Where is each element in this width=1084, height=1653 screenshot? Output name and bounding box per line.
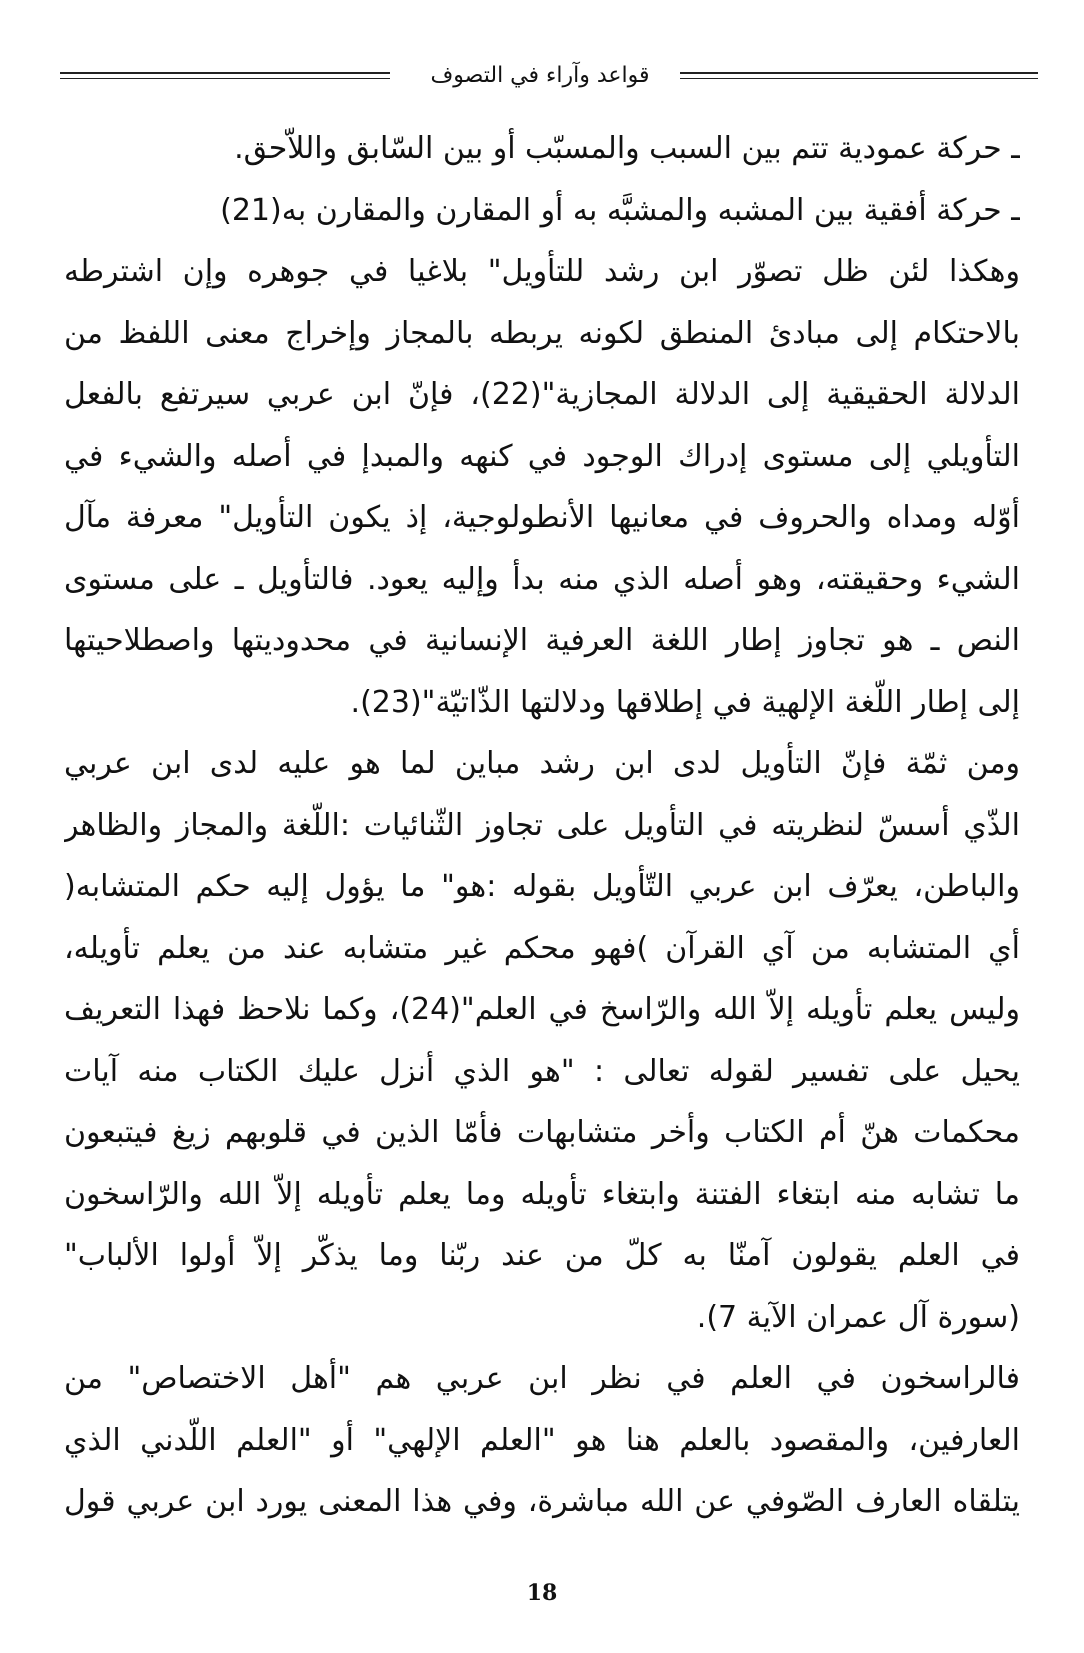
text-line: أي المتشابه من آي القرآن )فهو محكم غير متشابه عند من يعلم تأويله، [64, 930, 1020, 966]
text-line: (سورة آل عمران الآية 7). [696, 1299, 1020, 1335]
text-line: إلى إطار اللّغة الإلهية في إطلاقها ودلالتها الذّاتيّة"(23). [350, 684, 1020, 720]
text-line: ما تشابه منه ابتغاء الفتنة وابتغاء تأويله وما يعلم تأويله إلاّ الله والرّاسخون [64, 1176, 1020, 1212]
text-line: يتلقاه العارف الصّوفي عن الله مباشرة، وفي هذا المعنى يورد ابن عربي قول [64, 1484, 1020, 1519]
body-text [64, 118, 1020, 1533]
text-line: وليس يعلم تأويله إلاّ الله والرّاسخ في العلم"(24)، وكما نلاحظ فهذا التعريف [64, 992, 1020, 1027]
text-line: ـ حركة عمودية تتم بين السبب والمسبّب أو بين السّابق واللاّحق. [234, 131, 1020, 166]
text-line: الدلالة الحقيقية إلى الدلالة المجازية"(22)، فإنّ ابن عربي سيرتفع بالفعل [64, 377, 1020, 412]
text-line: والباطن، يعرّف ابن عربي التّأويل بقوله :هو" ما يؤول إليه حكم المتشابه( [64, 869, 1020, 904]
text-line: وهكذا لئن ظل تصوّر ابن رشد للتأويل" بلاغيا في جوهره وإن اشترطه [64, 254, 1020, 289]
text-line: العارفين، والمقصود بالعلم هنا هو "العلم الإلهي" أو "العلم اللّدني الذي [64, 1422, 1020, 1458]
text-line: في العلم يقولون آمنّا به كلّ من عند ربّنا وما يذكّر إلاّ أولوا الألباب" [64, 1238, 1020, 1273]
text-line: النص ـ هو تجاوز إطار اللغة العرفية الإنسانية في محدوديتها واصطلاحيتها [64, 623, 1020, 658]
text-line: ومن ثمّة فإنّ التأويل لدى ابن رشد مباين لما هو عليه لدى ابن عربي [64, 746, 1020, 781]
text-line: الذّي أسسّ لنظريته في التأويل على تجاوز الثّنائيات :اللّغة والمجاز والظاهر [64, 807, 1020, 843]
text-line: يحيل على تفسير لقوله تعالى : "هو الذي أنزل عليك الكتاب منه آيات [64, 1053, 1020, 1089]
text-line: ـ حركة أفقية بين المشبه والمشبَّه به أو المقارن والمقارن به(21) [220, 192, 1020, 228]
header-rule-right [680, 72, 1038, 79]
text-line: التأويلي إلى مستوى إدراك الوجود في كنهه والمبدإ في أصله والشيء في [64, 438, 1020, 474]
running-header [60, 58, 1038, 94]
text-line: محكمات هنّ أم الكتاب وأخر متشابهات فأمّا الذين في قلوبهم زيغ فيتبعون [64, 1115, 1020, 1150]
text-line: بالاحتكام إلى مبادئ المنطق لكونه يربطه بالمجاز وإخراج معنى اللفظ من [64, 315, 1020, 351]
header-rule-left [60, 72, 390, 79]
text-line: فالراسخون في العلم في نظر ابن عربي هم "أهل الاختصاص" من [64, 1361, 1020, 1396]
text-line: أوّله ومداه والحروف في معانيها الأنطولوجية، إذ يكون التأويل" معرفة مآل [64, 500, 1020, 535]
header-title: قواعد وآراء في التصوف [430, 63, 650, 88]
text-line: الشيء وحقيقته، وهو أصله الذي منه بدأ وإليه يعود. فالتأويل ـ على مستوى [64, 561, 1020, 597]
page-number: 18 [526, 1580, 558, 1606]
